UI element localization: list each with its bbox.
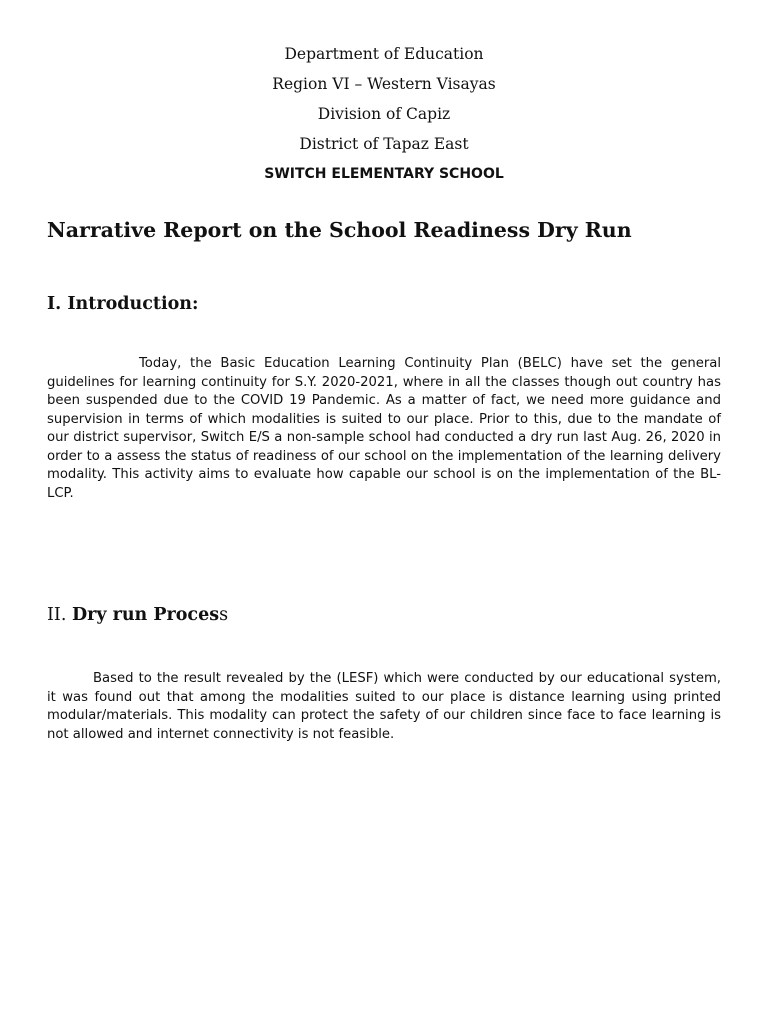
- dry-run-process-paragraph: Based to the result revealed by the (LESF) which were conducted by our educational system, it was found out that among the modalities suited to our place is distance learning using printed modular/materials. This modality can protect the safety of our children since face to face learning is not allowed and internet connectivity is not feasible.: [47, 671, 721, 742]
- header-division: Division of Capiz: [317, 105, 451, 123]
- header-school-name: SWITCH ELEMENTARY SCHOOL: [264, 166, 504, 182]
- introduction-paragraph: Today, the Basic Education Learning Continuity Plan (BELC) have set the general guidelines for learning continuity for S.Y. 2020-2021, where in all the classes though out country has been suspended due to the COVID 19 Pandemic. As a matter of fact, we need more guidance and supervision in terms of which modalities is suited to our place. Prior to this, due to the mandate of our district supervisor, Switch E/S a non-sample school had conducted a dry run last Aug. 26, 2020 in order to a assess the status of readiness of our school on the implementation of the learning delivery modality. This activity aims to evaluate how capable our school is on the implementation of the BL-LCP.: [47, 356, 721, 501]
- document-title: Narrative Report on the School Readiness Dry Run: [47, 218, 632, 242]
- section-heading-dry-run-process: [47, 603, 727, 627]
- section-title: Dry run Proces: [71, 605, 220, 625]
- section-numeral: I.: [47, 294, 68, 314]
- header-region: Region VI – Western Visayas: [272, 75, 496, 93]
- header-district: District of Tapaz East: [299, 135, 469, 153]
- section-title: Introduction:: [67, 294, 199, 314]
- section-heading-introduction: [47, 292, 727, 316]
- header-department: Department of Education: [284, 45, 484, 63]
- section-numeral: II.: [47, 605, 72, 625]
- section-title-tail: s: [219, 605, 229, 625]
